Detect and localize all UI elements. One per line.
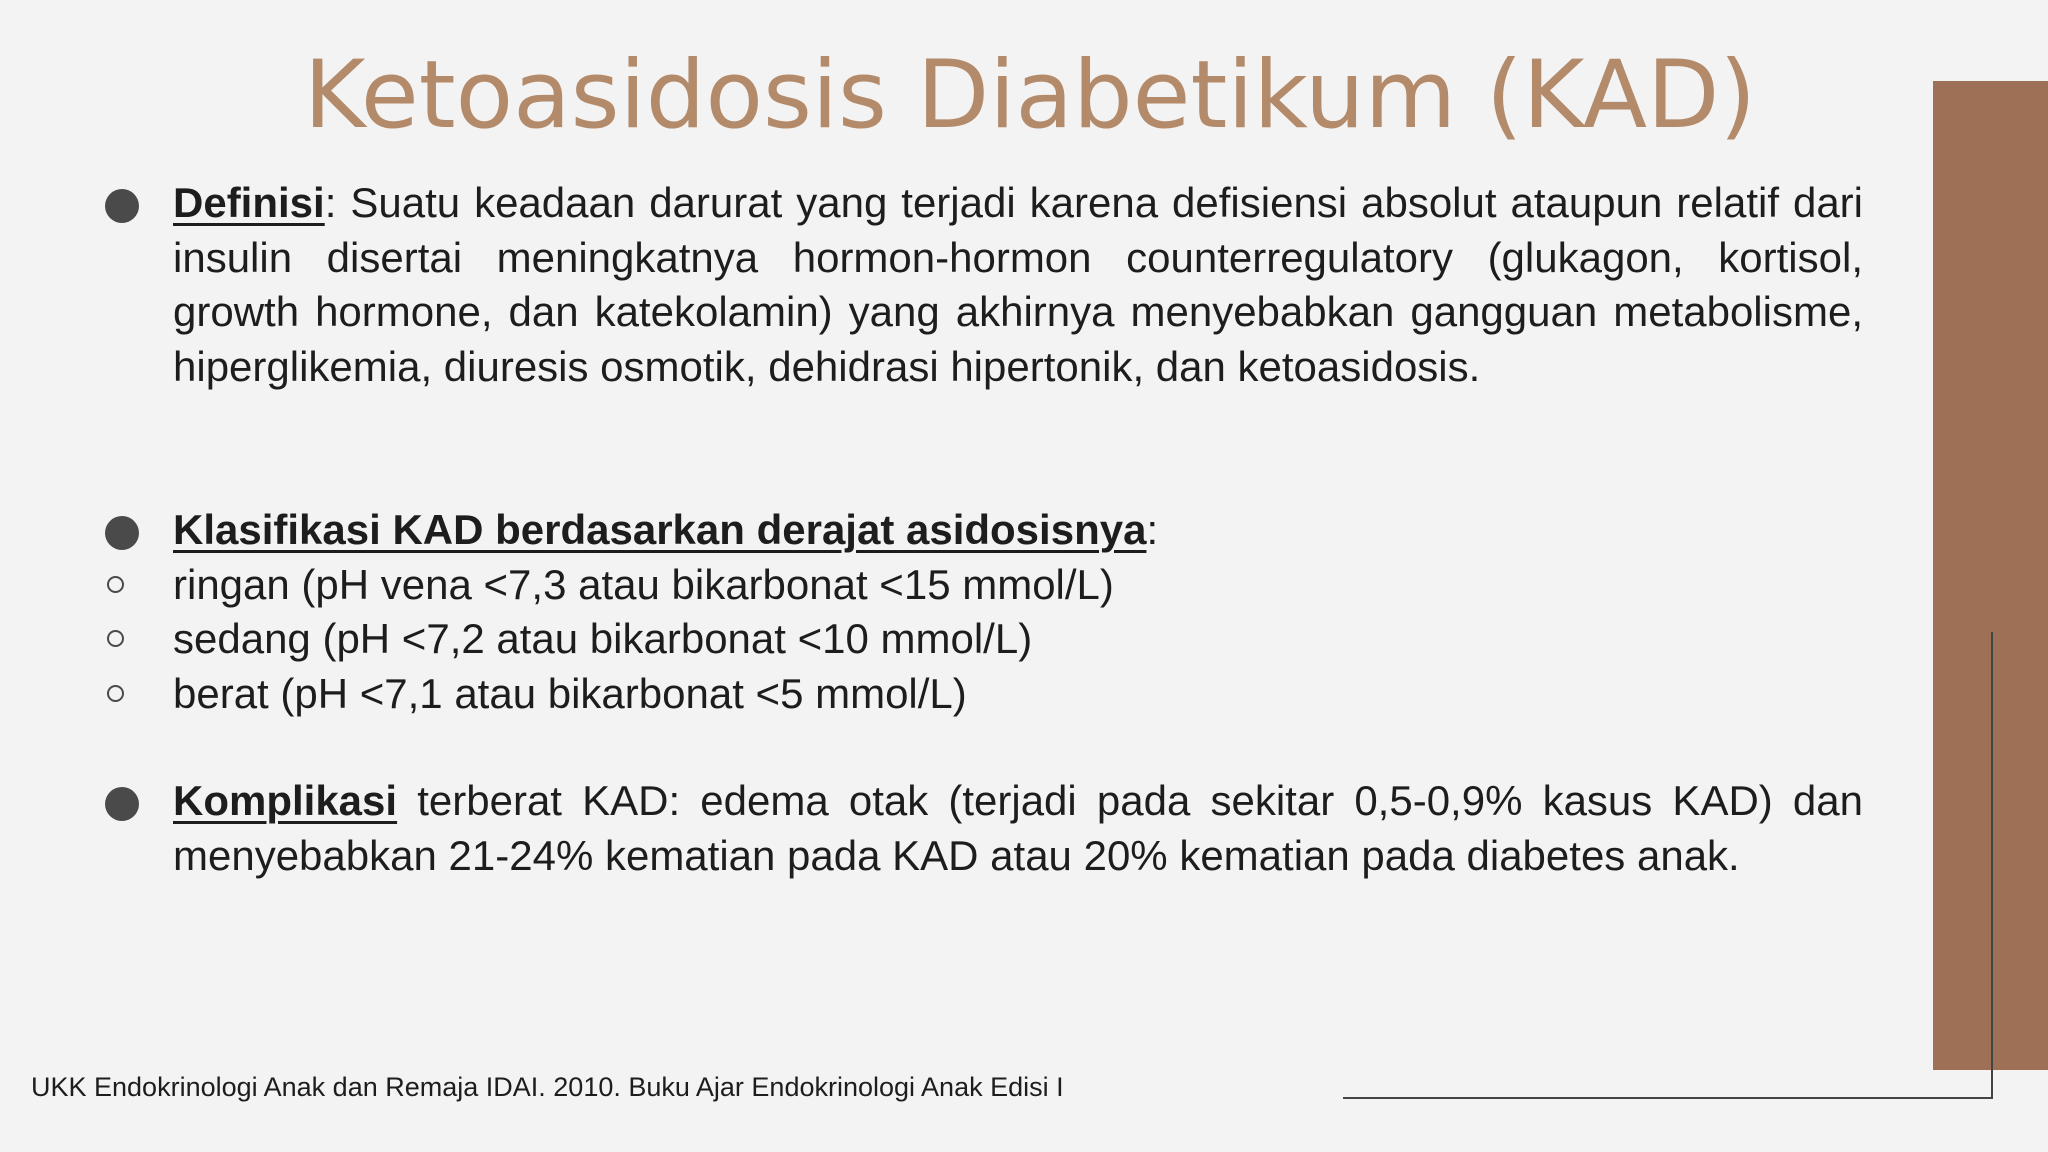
sub-bullet-sedang — [107, 630, 124, 647]
sub-bullet-berat — [107, 685, 124, 702]
definition-paragraph — [173, 176, 1863, 394]
bullet-komplikasi — [105, 787, 139, 821]
slide-title: Ketoasidosis Diabetikum (KAD) — [303, 41, 1757, 150]
definition-term: Definisi — [173, 179, 325, 226]
complication-text: terberat KAD: edema otak (terjadi pada sekitar 0,5-0,9% kasus KAD) dan menyebabkan 21-24% kematian pada KAD atau 20% kematian pada diabetes anak. — [173, 777, 1863, 879]
classification-item-sedang: sedang (pH <7,2 atau bikarbonat <10 mmol/L) — [173, 615, 1033, 662]
complication-paragraph — [173, 774, 1863, 883]
complication-term: Komplikasi — [173, 777, 398, 824]
sub-bullet-ringan — [107, 576, 124, 593]
bullet-klasifikasi — [105, 516, 139, 550]
classification-item-berat: berat (pH <7,1 atau bikarbonat <5 mmol/L) — [173, 670, 967, 717]
decorative-frame-line-horizontal — [1343, 1097, 1993, 1099]
classification-suffix: : — [1146, 506, 1159, 553]
classification-item-ringan: ringan (pH vena <7,3 atau bikarbonat <15 mmol/L) — [173, 561, 1114, 608]
classification-heading — [173, 503, 1158, 558]
bullet-definisi — [105, 189, 139, 223]
decorative-frame-line-vertical — [1991, 632, 1993, 1099]
classification-term: Klasifikasi KAD berdasarkan derajat asidosisnya — [173, 506, 1147, 553]
footer-citation: UKK Endokrinologi Anak dan Remaja IDAI. 2010. Buku Ajar Endokrinologi Anak Edisi I — [31, 1072, 1064, 1102]
definition-text: : Suatu keadaan darurat yang terjadi karena defisiensi absolut ataupun relatif dari insulin disertai meningkatnya hormon-hormon counterregulatory (glukagon, kortisol, growth hormone, dan katekolamin) yang akhirnya menyebabkan gangguan metabolisme, hiperglikemia, diuresis osmotik, dehidrasi hipertonik, dan ketoasidosis. — [173, 179, 1863, 390]
